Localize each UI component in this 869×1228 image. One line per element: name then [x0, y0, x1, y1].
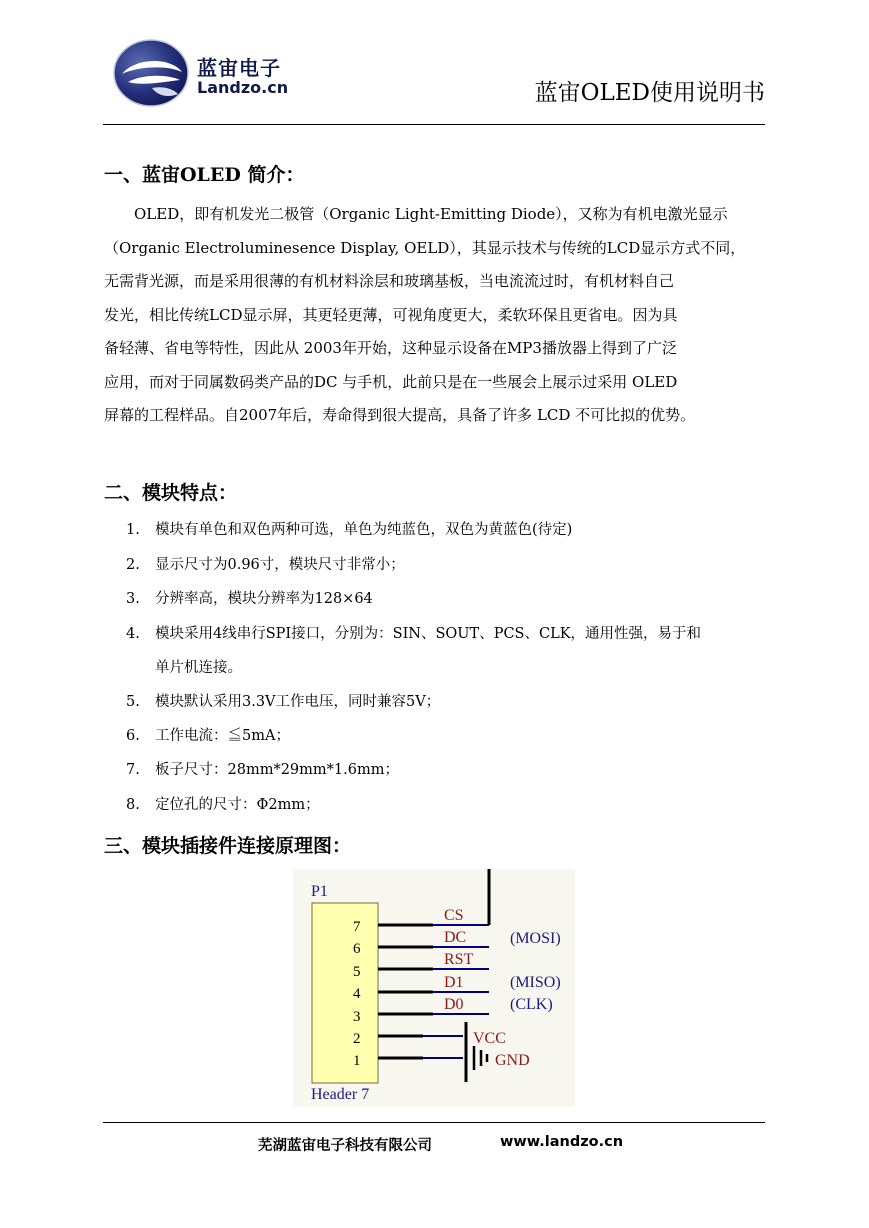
list-item	[126, 758, 399, 779]
list-item	[126, 587, 373, 608]
intro-line: 备轻薄、省电等特性，因此从 2003年开始，这种显示设备在MP3播放器上得到了广泛	[104, 339, 677, 357]
intro-line: （Organic Electroluminesence Display, OELD），其显示技术与传统的LCD显示方式不同，	[104, 238, 746, 257]
intro-paragraph	[104, 198, 767, 433]
vcc-label: VCC	[473, 1030, 506, 1047]
pin-number: 4	[353, 986, 361, 1002]
pin-number: 3	[353, 1009, 361, 1025]
list-number: 3.	[126, 591, 140, 607]
net-label-cs: CS	[444, 907, 464, 924]
section-heading-features: 二、模块特点：	[104, 482, 238, 504]
section-heading-schematic: 三、模块插接件连接原理图：	[104, 835, 352, 857]
component-label: Header 7	[311, 1086, 370, 1103]
list-text: 定位孔的尺寸：Φ2mm；	[155, 797, 320, 813]
list-text: 分辨率高，模块分辨率为128×64	[155, 591, 373, 607]
footer-company: 芜湖蓝宙电子科技有限公司	[258, 1138, 432, 1154]
list-text: 板子尺寸：28mm*29mm*1.6mm；	[155, 762, 399, 778]
list-number: 4.	[126, 626, 140, 642]
section-heading-intro: 一、蓝宙OLED 简介：	[104, 164, 305, 186]
note-clk: (CLK)	[510, 996, 553, 1013]
connector-schematic	[293, 869, 575, 1107]
intro-line: 发光，相比传统LCD显示屏，其更轻更薄，可视角度更大，柔软环保且更省电。因为具	[104, 305, 678, 324]
footer-divider	[103, 1122, 765, 1123]
list-number: 2.	[126, 557, 140, 573]
list-text: 显示尺寸为0.96寸，模块尺寸非常小；	[155, 557, 405, 573]
net-label-d0: D0	[444, 996, 464, 1013]
list-item	[126, 793, 320, 814]
intro-line: 应用，而对于同属数码类产品的DC 与手机，此前只是在一些展会上展示过采用 OLED	[104, 372, 678, 391]
list-item	[126, 553, 405, 574]
landzo-logo	[112, 38, 190, 108]
list-text: 模块有单色和双色两种可选，单色为纯蓝色，双色为黄蓝色(待定)	[155, 522, 573, 538]
designator-label: P1	[311, 883, 328, 900]
list-text: 工作电流：≦5mA；	[155, 728, 290, 744]
brand-name-en: Landzo.cn	[197, 78, 289, 97]
list-item	[126, 690, 440, 711]
gnd-label: GND	[495, 1052, 530, 1069]
intro-line: 屏幕的工程样品。自2007年后，寿命得到很大提高，具备了许多 LCD 不可比拟的优势。	[104, 406, 696, 424]
list-item	[126, 622, 701, 643]
list-text: 模块采用4线串行SPI接口，分别为：SIN、SOUT、PCS、CLK，通用性强，易于和	[155, 626, 702, 642]
footer-website-link[interactable]: www.landzo.cn	[500, 1134, 624, 1150]
note-miso: (MISO)	[510, 974, 561, 991]
list-number: 1.	[126, 522, 140, 538]
pin-number: 6	[353, 941, 361, 957]
list-item	[126, 518, 572, 539]
brand-name-cn: 蓝宙电子	[197, 56, 281, 80]
pin-number: 1	[353, 1053, 361, 1069]
list-number: 7.	[126, 762, 140, 778]
net-label-dc: DC	[444, 929, 467, 946]
list-text: 模块默认采用3.3V工作电压，同时兼容5V；	[155, 694, 441, 710]
header-body	[312, 903, 378, 1083]
pin-number: 7	[353, 919, 361, 935]
list-number: 8.	[126, 797, 140, 813]
net-label-d1: D1	[444, 974, 464, 991]
pin-number: 2	[353, 1031, 361, 1047]
list-number: 5.	[126, 694, 140, 710]
intro-line: 无需背光源，而是采用很薄的有机材料涂层和玻璃基板，当电流流过时，有机材料自己	[104, 272, 675, 290]
list-item-continuation: 单片机连接。	[155, 660, 242, 676]
note-mosi: (MOSI)	[510, 930, 561, 947]
net-label-rst: RST	[444, 951, 474, 968]
list-item	[126, 724, 290, 745]
header-divider	[103, 124, 765, 125]
pin-number: 5	[353, 964, 361, 980]
intro-line: OLED，即有机发光二极管（Organic Light-Emitting Diode），又称为有机电激光显示	[134, 205, 728, 223]
list-number: 6.	[126, 728, 140, 744]
document-title: 蓝宙OLED使用说明书	[534, 80, 765, 106]
